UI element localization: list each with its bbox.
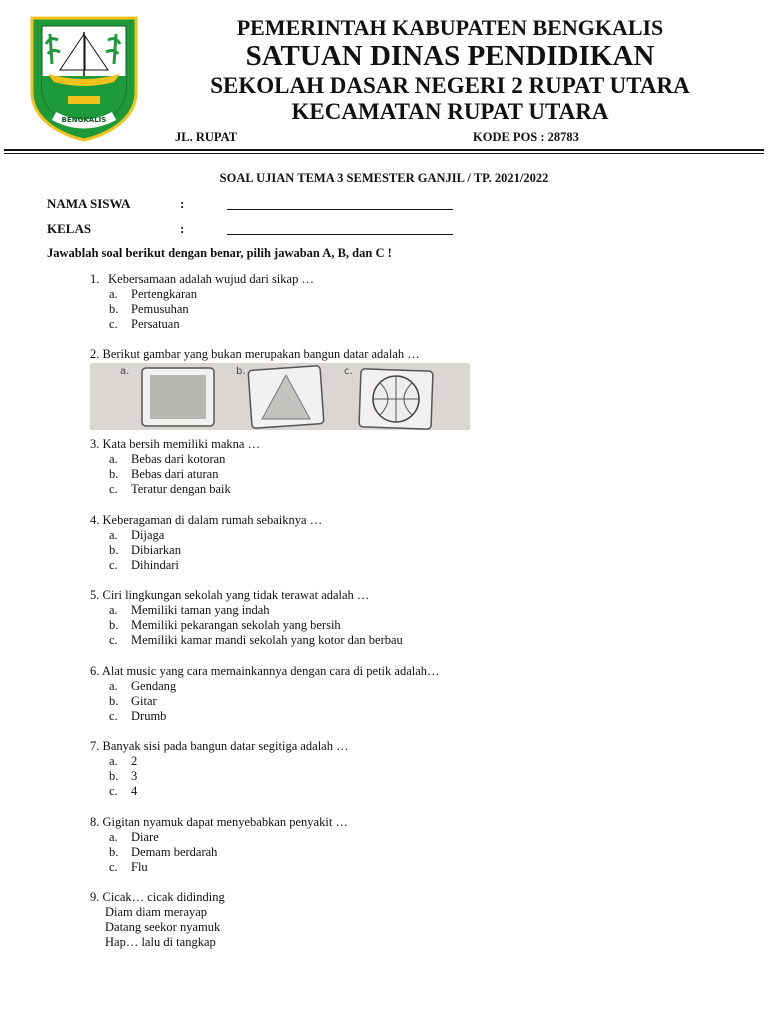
bengkalis-crest-logo	[28, 14, 140, 142]
header-government: PEMERINTAH KABUPATEN BENGKALIS	[236, 15, 664, 40]
question-2: 2. Berikut gambar yang bukan merupakan bangun datar adalah …	[90, 347, 420, 361]
student-name-blank[interactable]	[227, 209, 453, 210]
header-agency: SATUAN DINAS PENDIDIKAN	[245, 40, 655, 72]
question-1-option-b: b. Pemusuhan	[109, 302, 189, 316]
question-5-option-a: a. Memiliki taman yang indah	[109, 603, 270, 617]
question-3-option-a: a. Bebas dari kotoran	[109, 452, 226, 466]
question-8: 8. Gigitan nyamuk dapat menyebabkan penyakit …	[90, 815, 348, 829]
question-3-option-c: c. Teratur dengan baik	[109, 482, 231, 496]
question-7-option-c: c. 4	[109, 784, 138, 798]
question-9-poem-line-2: Datang seekor nyamuk	[105, 920, 221, 934]
question-1-option-a: a. Pertengkaran	[109, 287, 197, 301]
question-6-option-b: b. Gitar	[109, 694, 157, 708]
question-3-option-b: b. Bebas dari aturan	[109, 467, 219, 481]
picture-label-a: a.	[120, 366, 130, 377]
question-9-poem-line-3: Hap… lalu di tangkap	[105, 935, 216, 949]
question-3: 3. Kata bersih memiliki makna …	[90, 437, 261, 451]
question-4-option-a: a. Dijaga	[109, 528, 165, 542]
question-2-shapes-picture	[90, 363, 470, 430]
question-6-option-c: c. Drumb	[109, 709, 167, 723]
class-label: KELAS	[47, 221, 92, 236]
question-1-option-c: c. Persatuan	[109, 317, 180, 331]
header-divider-thin	[4, 153, 764, 154]
question-4: 4. Keberagaman di dalam rumah sebaiknya …	[90, 513, 323, 527]
school-address: JL. RUPAT	[175, 130, 238, 144]
student-name-label: NAMA SISWA	[47, 196, 131, 211]
question-5-option-c: c. Memiliki kamar mandi sekolah yang kotor dan berbau	[109, 633, 403, 647]
question-8-option-c: c. Flu	[109, 860, 148, 874]
instructions: Jawablah soal berikut dengan benar, pilih jawaban A, B, dan C !	[47, 246, 392, 260]
question-8-option-b: b. Demam berdarah	[109, 845, 218, 859]
question-4-option-c: c. Dihindari	[109, 558, 179, 572]
class-blank[interactable]	[227, 234, 453, 235]
header-divider-thick	[4, 149, 764, 151]
question-1: 1. Kebersamaan adalah wujud dari sikap …	[90, 272, 314, 286]
question-6: 6. Alat music yang cara memainkannya dengan cara di petik adalah…	[90, 664, 440, 678]
class-colon: :	[180, 221, 185, 236]
question-7: 7. Banyak sisi pada bangun datar segitiga adalah …	[90, 739, 349, 753]
question-9-poem-line-1: Diam diam merayap	[105, 905, 208, 919]
question-5: 5. Ciri lingkungan sekolah yang tidak terawat adalah …	[90, 588, 370, 602]
question-4-option-b: b. Dibiarkan	[109, 543, 181, 557]
question-5-option-b: b. Memiliki pekarangan sekolah yang bersih	[109, 618, 341, 632]
question-9: 9. Cicak… cicak didinding	[90, 890, 225, 904]
postal-code: KODE POS : 28783	[473, 130, 579, 144]
exam-title: SOAL UJIAN TEMA 3 SEMESTER GANJIL / TP. 2021/2022	[219, 171, 549, 185]
picture-label-c: c.	[344, 366, 353, 377]
logo-banner-text: BENGKALIS	[61, 116, 107, 124]
picture-label-b: b.	[236, 366, 246, 377]
header-school: SEKOLAH DASAR NEGERI 2 RUPAT UTARA	[210, 73, 690, 98]
question-7-option-a: a. 2	[109, 754, 138, 768]
square-inner	[150, 375, 206, 419]
question-7-option-b: b. 3	[109, 769, 138, 783]
question-8-option-a: a. Diare	[109, 830, 159, 844]
header-district: KECAMATAN RUPAT UTARA	[291, 99, 609, 124]
question-6-option-a: a. Gendang	[109, 679, 177, 693]
student-name-colon: :	[180, 196, 185, 211]
